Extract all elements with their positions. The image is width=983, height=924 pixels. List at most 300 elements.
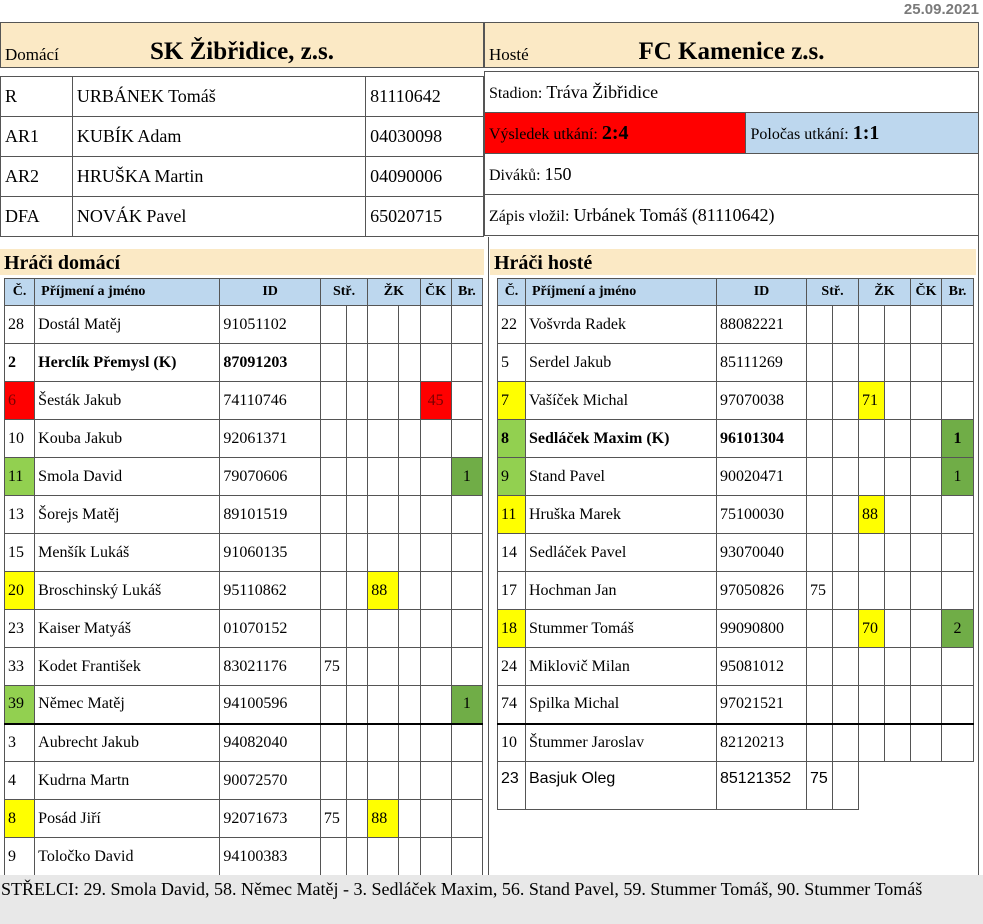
official-row	[1, 157, 484, 197]
empty-cell	[399, 762, 420, 800]
player-yellow-card: 88	[859, 496, 885, 534]
col-sub: Stř.	[320, 279, 367, 306]
empty-cell	[347, 382, 368, 420]
official-name: URBÁNEK Tomáš	[72, 77, 365, 117]
result-cell	[485, 113, 746, 154]
player-id: 92071673	[220, 800, 321, 838]
home-team-header	[0, 22, 484, 68]
player-goals: 1	[451, 686, 482, 724]
player-red-card	[420, 572, 451, 610]
empty-cell	[347, 800, 368, 838]
empty-cell	[833, 724, 859, 762]
empty-cell	[347, 496, 368, 534]
empty-cell	[399, 382, 420, 420]
empty-cell	[399, 496, 420, 534]
official-id: 04090006	[366, 157, 484, 197]
away-team-name: FC Kamenice z.s.	[638, 38, 825, 65]
player-number: 24	[498, 648, 526, 686]
result-label: Výsledek utkání:	[489, 125, 598, 143]
empty-cell	[833, 686, 859, 724]
col-goals: Br.	[451, 279, 482, 306]
player-name: Posád Jiří	[35, 800, 220, 838]
official-role: DFA	[1, 197, 73, 237]
empty-cell	[833, 572, 859, 610]
player-sub-minute	[807, 458, 833, 496]
official-row	[1, 197, 484, 237]
player-row	[498, 496, 974, 534]
player-name: Herclík Přemysl (K)	[35, 344, 220, 382]
player-red-card	[911, 458, 942, 496]
player-row	[498, 610, 974, 648]
player-number: 33	[5, 648, 35, 686]
player-name: Hochman Jan	[526, 572, 717, 610]
player-number: 6	[5, 382, 35, 420]
player-yellow-card	[368, 344, 399, 382]
player-number: 9	[498, 458, 526, 496]
empty-cell	[833, 610, 859, 648]
empty-cell	[399, 686, 420, 724]
col-id: ID	[220, 279, 321, 306]
player-name: Miklovič Milan	[526, 648, 717, 686]
player-row	[498, 686, 974, 724]
player-id: 93070040	[717, 534, 807, 572]
empty-cell	[399, 838, 420, 876]
official-id: 04030098	[366, 117, 484, 157]
player-row	[5, 458, 483, 496]
empty-cell	[885, 420, 911, 458]
player-id: 87091203	[220, 344, 321, 382]
halftime-value: 1:1	[852, 121, 880, 144]
player-number: 11	[498, 496, 526, 534]
player-red-card	[911, 762, 942, 810]
official-name: HRUŠKA Martin	[72, 157, 365, 197]
player-red-card: 45	[420, 382, 451, 420]
player-sub-minute	[320, 838, 346, 876]
official-id: 65020715	[366, 197, 484, 237]
player-red-card	[911, 306, 942, 344]
player-row	[5, 306, 483, 344]
halftime-cell	[746, 113, 979, 154]
player-red-card	[420, 610, 451, 648]
player-row	[5, 382, 483, 420]
away-label: Hosté	[489, 45, 529, 64]
player-number: 9	[5, 838, 35, 876]
official-id: 81110642	[366, 77, 484, 117]
empty-cell	[885, 686, 911, 724]
player-row	[498, 458, 974, 496]
empty-cell	[399, 534, 420, 572]
player-goals	[942, 686, 974, 724]
empty-cell	[885, 458, 911, 496]
player-sub-minute	[807, 306, 833, 344]
player-goals	[942, 344, 974, 382]
player-sub-minute	[807, 724, 833, 762]
col-num: Č.	[498, 279, 526, 306]
empty-cell	[399, 344, 420, 382]
player-row	[5, 648, 483, 686]
player-yellow-card	[859, 762, 885, 810]
player-number: 4	[5, 762, 35, 800]
player-goals	[451, 724, 482, 762]
player-name: Kudrna Martn	[35, 762, 220, 800]
empty-cell	[347, 534, 368, 572]
empty-cell	[885, 382, 911, 420]
player-red-card	[911, 572, 942, 610]
spectators-cell	[485, 154, 979, 195]
stadium-label: Stadion:	[489, 84, 543, 102]
stadium-value: Tráva Žibřidice	[546, 81, 659, 102]
home-players-table	[4, 278, 483, 876]
player-id: 95081012	[717, 648, 807, 686]
player-red-card	[911, 534, 942, 572]
player-goals	[451, 762, 482, 800]
player-row	[5, 686, 483, 724]
player-row	[498, 648, 974, 686]
player-id: 83021176	[220, 648, 321, 686]
player-yellow-card: 71	[859, 382, 885, 420]
player-goals	[942, 648, 974, 686]
player-red-card	[420, 344, 451, 382]
empty-cell	[399, 458, 420, 496]
empty-cell	[833, 648, 859, 686]
empty-cell	[347, 458, 368, 496]
player-id: 99090800	[717, 610, 807, 648]
official-row	[1, 117, 484, 157]
player-yellow-card	[859, 686, 885, 724]
player-red-card	[420, 458, 451, 496]
spectators-value: 150	[544, 163, 572, 184]
result-value: 2:4	[601, 121, 629, 144]
player-row	[5, 534, 483, 572]
empty-cell	[833, 344, 859, 382]
empty-cell	[885, 610, 911, 648]
officials-table	[0, 76, 484, 237]
player-red-card	[911, 724, 942, 762]
empty-cell	[885, 648, 911, 686]
player-red-card	[420, 800, 451, 838]
empty-cell	[885, 762, 911, 810]
player-sub-minute	[320, 762, 346, 800]
player-yellow-card	[368, 838, 399, 876]
player-goals: 2	[942, 610, 974, 648]
player-red-card	[911, 648, 942, 686]
official-name: NOVÁK Pavel	[72, 197, 365, 237]
player-number: 10	[498, 724, 526, 762]
entered-cell	[485, 195, 979, 236]
player-id: 85111269	[717, 344, 807, 382]
player-sub-minute	[320, 534, 346, 572]
player-goals	[451, 800, 482, 838]
player-goals	[451, 534, 482, 572]
player-row	[498, 762, 974, 810]
player-goals	[451, 344, 482, 382]
halftime-label: Poločas utkání:	[750, 125, 849, 143]
player-goals: 1	[942, 458, 974, 496]
stadium-cell	[485, 72, 979, 113]
player-name: Dostál Matěj	[35, 306, 220, 344]
player-id: 74110746	[220, 382, 321, 420]
player-yellow-card	[859, 648, 885, 686]
player-goals	[451, 420, 482, 458]
player-sub-minute: 75	[807, 762, 833, 810]
col-goals: Br.	[942, 279, 974, 306]
player-yellow-card	[859, 458, 885, 496]
player-number: 20	[5, 572, 35, 610]
player-id: 97050826	[717, 572, 807, 610]
player-row	[5, 610, 483, 648]
player-number: 39	[5, 686, 35, 724]
player-name: Vašíček Michal	[526, 382, 717, 420]
player-number: 22	[498, 306, 526, 344]
player-name: Toločko David	[35, 838, 220, 876]
player-goals	[451, 382, 482, 420]
player-yellow-card	[859, 572, 885, 610]
player-name: Spilka Michal	[526, 686, 717, 724]
player-name: Smola David	[35, 458, 220, 496]
player-sub-minute	[320, 420, 346, 458]
player-yellow-card: 88	[368, 800, 399, 838]
player-number: 18	[498, 610, 526, 648]
empty-cell	[347, 572, 368, 610]
player-name: Stummer Tomáš	[526, 610, 717, 648]
player-row	[498, 724, 974, 762]
player-sub-minute	[320, 496, 346, 534]
scorers-footer: STŘELCI: 29. Smola David, 58. Němec Matěj - 3. Sedláček Maxim, 56. Stand Pavel, 59. Stummer Tomáš, 90. Stummer Tomáš	[0, 875, 983, 924]
player-red-card	[420, 496, 451, 534]
player-id: 94100596	[220, 686, 321, 724]
player-id: 94082040	[220, 724, 321, 762]
player-row	[5, 800, 483, 838]
player-yellow-card	[859, 306, 885, 344]
player-name: Stand Pavel	[526, 458, 717, 496]
col-id: ID	[717, 279, 807, 306]
official-role: AR1	[1, 117, 73, 157]
player-sub-minute	[320, 572, 346, 610]
player-goals	[942, 382, 974, 420]
player-red-card	[911, 382, 942, 420]
player-name: Němec Matěj	[35, 686, 220, 724]
player-goals	[942, 572, 974, 610]
away-team-header	[484, 22, 979, 68]
player-sub-minute: 75	[320, 648, 346, 686]
player-id: 01070152	[220, 610, 321, 648]
empty-cell	[347, 762, 368, 800]
player-goals	[451, 648, 482, 686]
empty-cell	[885, 344, 911, 382]
empty-cell	[833, 382, 859, 420]
player-red-card	[420, 838, 451, 876]
player-yellow-card	[368, 610, 399, 648]
player-yellow-card	[859, 344, 885, 382]
player-name: Sedláček Maxim (K)	[526, 420, 717, 458]
player-row	[498, 306, 974, 344]
official-role: AR2	[1, 157, 73, 197]
player-number: 23	[498, 762, 526, 810]
empty-cell	[399, 648, 420, 686]
player-name: Hruška Marek	[526, 496, 717, 534]
empty-cell	[347, 306, 368, 344]
home-label: Domácí	[5, 45, 59, 64]
player-name: Sedláček Pavel	[526, 534, 717, 572]
player-row	[498, 344, 974, 382]
player-red-card	[420, 686, 451, 724]
player-row	[498, 382, 974, 420]
player-number: 15	[5, 534, 35, 572]
player-row	[5, 838, 483, 876]
player-id: 96101304	[717, 420, 807, 458]
player-sub-minute	[807, 610, 833, 648]
empty-cell	[347, 420, 368, 458]
player-yellow-card	[859, 534, 885, 572]
player-id: 97021521	[717, 686, 807, 724]
player-sub-minute	[320, 382, 346, 420]
player-id: 91051102	[220, 306, 321, 344]
player-number: 28	[5, 306, 35, 344]
player-yellow-card	[368, 382, 399, 420]
player-id: 75100030	[717, 496, 807, 534]
player-goals	[942, 724, 974, 762]
player-goals	[942, 534, 974, 572]
player-name: Kouba Jakub	[35, 420, 220, 458]
player-number: 7	[498, 382, 526, 420]
player-red-card	[911, 496, 942, 534]
player-number: 5	[498, 344, 526, 382]
player-number: 13	[5, 496, 35, 534]
away-players-title: Hráči hosté	[490, 249, 976, 275]
player-yellow-card	[368, 724, 399, 762]
empty-cell	[833, 458, 859, 496]
player-number: 23	[5, 610, 35, 648]
player-red-card	[420, 762, 451, 800]
official-row	[1, 77, 484, 117]
player-red-card	[420, 420, 451, 458]
player-name: Menšík Lukáš	[35, 534, 220, 572]
player-goals: 1	[942, 420, 974, 458]
player-sub-minute	[320, 306, 346, 344]
player-id: 79070606	[220, 458, 321, 496]
player-id: 95110862	[220, 572, 321, 610]
player-sub-minute	[807, 686, 833, 724]
empty-cell	[399, 610, 420, 648]
player-row	[5, 724, 483, 762]
player-id: 85121352	[717, 762, 807, 810]
player-id: 90020471	[717, 458, 807, 496]
player-number: 17	[498, 572, 526, 610]
player-name: Kodet František	[35, 648, 220, 686]
player-yellow-card	[859, 420, 885, 458]
player-name: Basjuk Oleg	[526, 762, 717, 810]
player-row	[5, 572, 483, 610]
empty-cell	[347, 648, 368, 686]
player-yellow-card	[368, 762, 399, 800]
player-yellow-card: 70	[859, 610, 885, 648]
player-sub-minute	[807, 496, 833, 534]
page-frame-right	[978, 71, 979, 875]
player-yellow-card	[368, 686, 399, 724]
empty-cell	[885, 724, 911, 762]
empty-cell	[833, 306, 859, 344]
col-sub: Stř.	[807, 279, 859, 306]
player-goals	[451, 610, 482, 648]
player-number: 2	[5, 344, 35, 382]
player-red-card	[420, 648, 451, 686]
empty-cell	[885, 534, 911, 572]
empty-cell	[885, 306, 911, 344]
player-id: 94100383	[220, 838, 321, 876]
player-id: 97070038	[717, 382, 807, 420]
empty-cell	[833, 420, 859, 458]
player-row	[498, 534, 974, 572]
player-yellow-card	[368, 458, 399, 496]
col-red: ČK	[420, 279, 451, 306]
player-goals	[451, 496, 482, 534]
player-name: Broschinský Lukáš	[35, 572, 220, 610]
player-sub-minute: 75	[807, 572, 833, 610]
player-sub-minute	[320, 686, 346, 724]
empty-cell	[399, 306, 420, 344]
player-id: 90072570	[220, 762, 321, 800]
player-sub-minute	[807, 534, 833, 572]
player-goals: 1	[451, 458, 482, 496]
player-id: 82120213	[717, 724, 807, 762]
empty-cell	[885, 496, 911, 534]
player-sub-minute	[807, 344, 833, 382]
player-yellow-card	[368, 306, 399, 344]
empty-cell	[399, 572, 420, 610]
player-row	[5, 344, 483, 382]
col-num: Č.	[5, 279, 35, 306]
player-number: 8	[5, 800, 35, 838]
player-yellow-card	[368, 534, 399, 572]
empty-cell	[399, 800, 420, 838]
player-number: 10	[5, 420, 35, 458]
player-row	[5, 496, 483, 534]
player-id: 89101519	[220, 496, 321, 534]
player-id: 91060135	[220, 534, 321, 572]
player-red-card	[420, 534, 451, 572]
empty-cell	[399, 420, 420, 458]
home-players-title: Hráči domácí	[0, 249, 484, 275]
entered-label: Zápis vložil:	[489, 207, 570, 225]
spectators-label: Diváků:	[489, 166, 541, 184]
player-sub-minute	[320, 724, 346, 762]
player-sub-minute	[807, 648, 833, 686]
col-yellow: ŽK	[859, 279, 911, 306]
player-name: Aubrecht Jakub	[35, 724, 220, 762]
player-name: Šesták Jakub	[35, 382, 220, 420]
empty-cell	[347, 838, 368, 876]
player-goals	[942, 762, 974, 810]
match-date: 25.09.2021	[903, 1, 979, 18]
entered-value: Urbánek Tomáš (81110642)	[573, 204, 775, 225]
player-sub-minute	[320, 458, 346, 496]
player-red-card	[911, 420, 942, 458]
empty-cell	[347, 610, 368, 648]
player-number: 74	[498, 686, 526, 724]
col-yellow: ŽK	[368, 279, 420, 306]
player-red-card	[420, 724, 451, 762]
player-goals	[451, 306, 482, 344]
player-row	[498, 420, 974, 458]
player-name: Kaiser Matyáš	[35, 610, 220, 648]
player-yellow-card	[368, 496, 399, 534]
away-players-table	[497, 278, 974, 810]
player-number: 14	[498, 534, 526, 572]
empty-cell	[833, 534, 859, 572]
player-yellow-card	[368, 420, 399, 458]
player-red-card	[911, 686, 942, 724]
column-divider	[488, 237, 489, 875]
